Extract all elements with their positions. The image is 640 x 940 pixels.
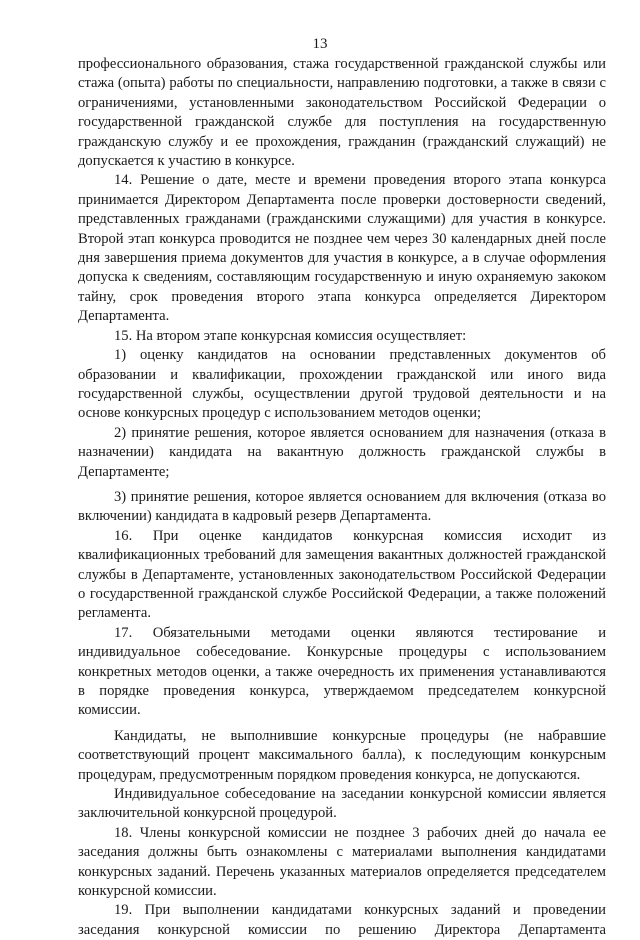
paragraph-19: 19. При выполнении кандидатами конкурсных заданий и проведении заседания конкурсной комиссии по решению Директора Департамента — [78, 902, 606, 938]
paragraph-17: 17. Обязательными методами оценки являются тестирование и индивидуальное собеседование. Конкурсные процедуры с использованием конкретных методов оценки, а также очередность их применения устанавливаются в порядке проведения конкурса, утверждаемом председателем конкурсной комиссии. — [78, 624, 606, 719]
paragraph-15: 15. На втором этапе конкурсная комиссия осуществляет: — [114, 327, 467, 344]
paragraph-18: 18. Члены конкурсной комиссии не позднее 3 рабочих дней до начала ее заседания должны быть ознакомлены с материалами выполнения кандидатами конкурсных заданий. Перечень указанных материалов определяется председателем конкурсной комиссии. — [78, 824, 606, 900]
paragraph-14: 14. Решение о дате, месте и времени проведения второго этапа конкурса принимается Директором Департамента после проверки достоверности сведений, представленных гражданами (гражданскими служащими) для участия в конкурсе. Второй этап конкурса проводится не позднее чем через 30 календарных дней после дня завершения приема документов для участия в конкурсе, а в случае оформления допуска к сведениям, составляющим государственную и иную охраняемую закоком тайну, срок проведения второго этапа конкурса определяется Директором Департамента. — [78, 172, 606, 325]
paragraph-15-item-3: 3) принятие решения, которое является основанием для включения (отказа во включении) кандидата в кадровый резерв Департамента. — [78, 488, 606, 525]
page-number: 13 — [312, 36, 328, 52]
document-body — [78, 55, 606, 940]
paragraph-continuation: профессионального образования, стажа государственной гражданской службы или стажа (опыта) работы по специальности, направлению подготовки, а также в связи с ограничениями, установленными законодательством Российской Федерации о государственной гражданской службе для поступления на государственную гражданскую службу и ее прохождения, гражданин (гражданский служащий) не допускается к участию в конкурсе. — [78, 56, 606, 170]
paragraph-17-candidates: Кандидаты, не выполнившие конкурсные процедуры (не набравшие соответствующий процент максимального балла), к последующим конкурсным процедурам, предусмотренным порядком проведения конкурса, не допускаются. — [78, 727, 606, 783]
paragraph-17-interview: Индивидуальное собеседование на заседании конкурсной комиссии является заключительной конкурсной процедурой. — [78, 786, 606, 822]
paragraph-16: 16. При оценке кандидатов конкурсная комиссия исходит из квалификационных требований для замещения вакантных должностей гражданской службы в Департаменте, установленных законодательством Российской Федерации о государственной гражданской службе Российской Федерации, а также положений регламента. — [78, 527, 606, 622]
paragraph-15-item-2: 2) принятие решения, которое является основанием для назначения (отказа в назначении) кандидата на вакантную должность гражданской службы в Департаменте; — [78, 424, 606, 480]
paragraph-15-item-1: 1) оценку кандидатов на основании представленных документов об образовании и квалификации, прохождении гражданской или иного вида государственной службы, осуществлении другой трудовой деятельности и на основе конкурсных процедур с использованием методов оценки; — [78, 347, 606, 422]
